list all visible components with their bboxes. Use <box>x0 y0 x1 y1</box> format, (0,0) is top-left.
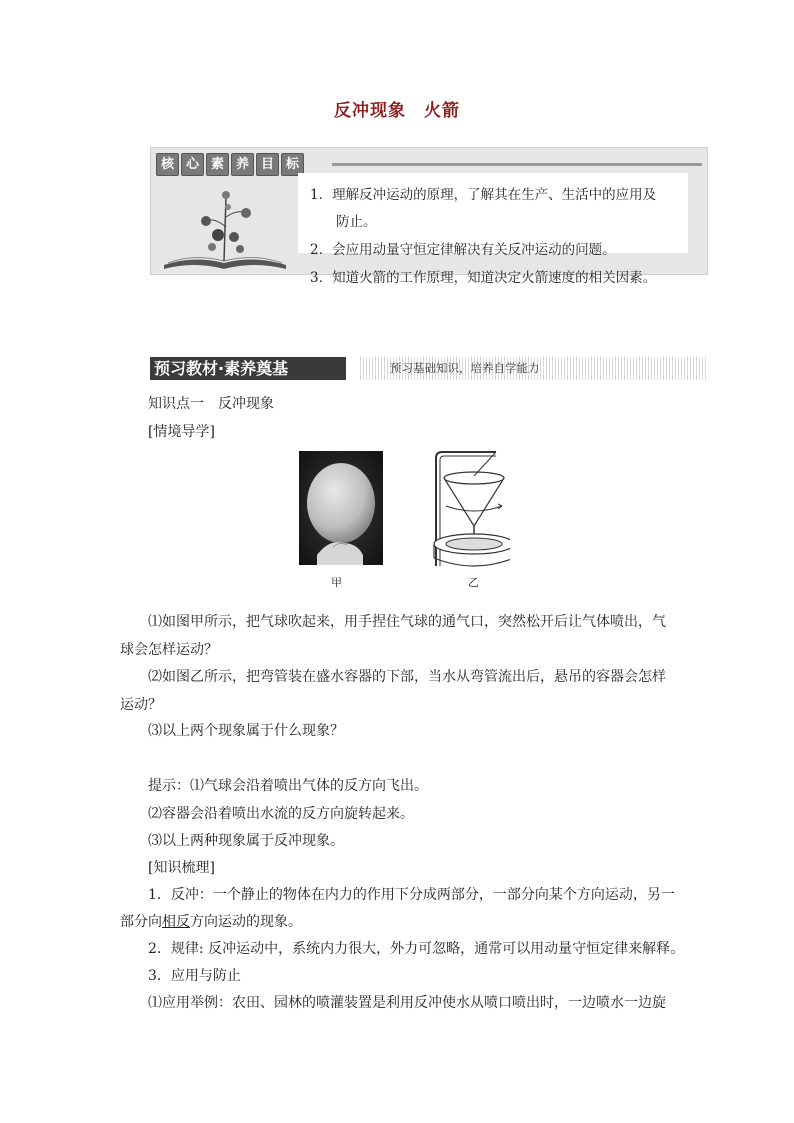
objective-1: 1．理解反冲运动的原理，了解其在生产、生活中的应用及 <box>310 187 657 203</box>
point-1: 1．反冲：一个静止的物体在内力的作用下分成两部分，一部分向某个方向运动，另一 <box>148 887 675 903</box>
figure-caption-a: 甲 <box>331 576 342 589</box>
section-bar <box>150 357 708 380</box>
balloon-photo <box>299 451 383 565</box>
objective-3: 3．知道火箭的工作原理，知道决定火箭速度的相关因素。 <box>310 270 657 286</box>
rotating-container-diagram <box>430 448 510 570</box>
point-1-underlined: 相反 <box>162 914 190 930</box>
section-subtitle: 预习基础知识，培养自学能力 <box>360 357 708 380</box>
banner-rule <box>332 163 702 166</box>
header-char: 目 <box>256 153 279 176</box>
question-2-cont: 运动？ <box>120 697 162 713</box>
section-label: 预习教材·素养奠基 <box>150 357 346 380</box>
question-3: ⑶以上两个现象属于什么现象？ <box>148 723 344 739</box>
header-char: 养 <box>231 153 254 176</box>
knowledge-heading: [知识梳理] <box>148 860 215 876</box>
point-1-pre: 部分向 <box>120 914 162 930</box>
objective-2: 2．会应用动量守恒定律解决有关反冲运动的问题。 <box>310 242 616 258</box>
book-flower-illustration <box>154 177 294 273</box>
header-char: 标 <box>281 153 304 176</box>
point-3: 3．应用与防止 <box>148 968 241 984</box>
hint-3: ⑶以上两种现象属于反冲现象。 <box>148 833 344 849</box>
header-char: 心 <box>181 153 204 176</box>
point-2: 2．规律: 反冲运动中，系统内力很大，外力可忽略，通常可以用动量守恒定律来解释。 <box>148 941 685 957</box>
hint-1: 提示：⑴气球会沿着喷出气体的反方向飞出。 <box>148 778 428 794</box>
header-char: 素 <box>206 153 229 176</box>
page-title: 反冲现象 火箭 <box>334 101 460 121</box>
figure-caption-b: 乙 <box>468 576 479 589</box>
objective-1-cont: 防止。 <box>336 214 377 230</box>
knowledge-point-heading: 知识点一 反冲现象 <box>148 396 274 412</box>
objectives-header <box>156 153 304 175</box>
point-1-post: 方向运动的现象。 <box>190 914 302 930</box>
situation-heading: [情境导学] <box>148 424 215 440</box>
question-1: ⑴如图甲所示，把气球吹起来，用手捏住气球的通气口，突然松开后让气体喷出，气 <box>148 614 666 630</box>
header-char: 核 <box>156 153 179 176</box>
point-1-cont <box>120 912 302 932</box>
objectives-banner <box>150 147 708 286</box>
hint-2: ⑵容器会沿着喷出水流的反方向旋转起来。 <box>148 806 414 822</box>
question-1-cont: 球会怎样运动？ <box>120 642 218 658</box>
question-2: ⑵如图乙所示，把弯管装在盛水容器的下部，当水从弯管流出后，悬吊的容器会怎样 <box>148 669 666 685</box>
point-3-1: ⑴应用举例：农田、园林的喷灌装置是利用反冲使水从喷口喷出时，一边喷水一边旋 <box>148 995 666 1011</box>
